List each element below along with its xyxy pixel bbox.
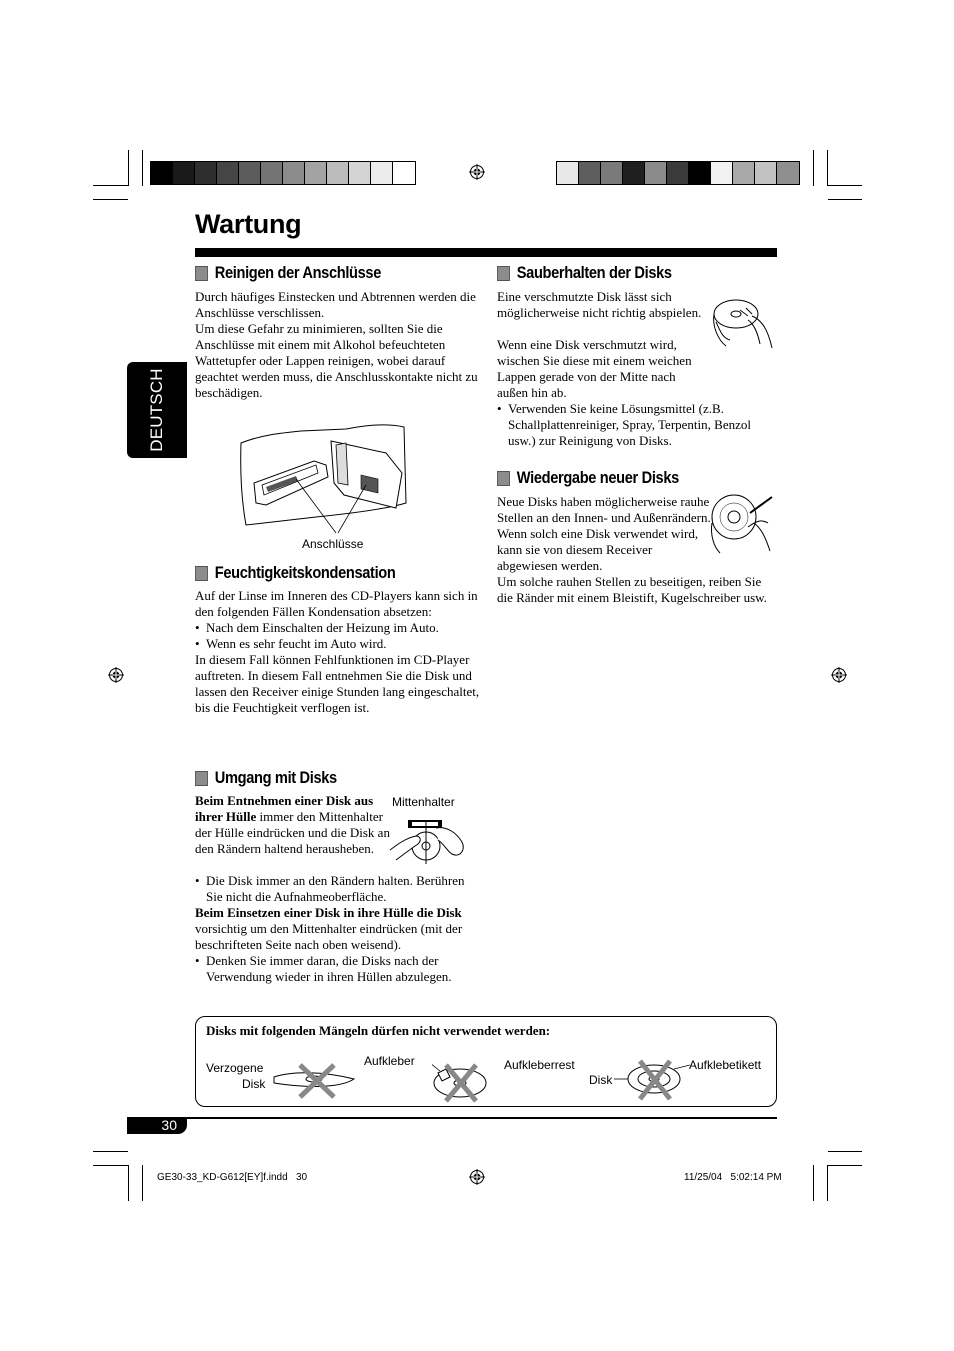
page-title: Wartung xyxy=(195,209,302,239)
color-swatch xyxy=(557,162,579,184)
crop-mark xyxy=(813,150,814,186)
connector-illustration xyxy=(236,413,411,533)
section-heading-kondensation: Feuchtigkeitskondensation xyxy=(195,563,395,583)
crop-mark xyxy=(828,185,862,186)
sauber-para2: Wenn eine Disk verschmutzt wird, wischen Sie diese mit einem weichen Lappen gerade von der Mitte nach außen hin ab. xyxy=(497,337,692,400)
crosshair-registration-icon xyxy=(108,667,124,683)
title-rule xyxy=(195,248,777,257)
color-swatch xyxy=(349,162,371,184)
section-square-icon xyxy=(195,771,208,786)
label-warped-disc-1: Verzogene xyxy=(206,1061,264,1075)
color-swatch xyxy=(239,162,261,184)
crop-mark xyxy=(813,1165,814,1201)
crop-mark xyxy=(128,1165,129,1201)
color-swatch xyxy=(283,162,305,184)
color-bar-left xyxy=(150,161,416,185)
color-swatch xyxy=(393,162,415,184)
page-number: 30 xyxy=(127,1117,187,1134)
crop-mark xyxy=(93,1151,128,1152)
cross-prohibited-icon xyxy=(446,1065,476,1101)
crop-mark xyxy=(128,150,129,186)
language-tab xyxy=(127,362,187,458)
sauber-para1: Eine verschmutzte Disk lässt sich möglicherweise nicht richtig abspielen. xyxy=(497,289,702,320)
crop-mark xyxy=(142,1165,143,1201)
figure-label-mittenhalter: Mittenhalter xyxy=(392,795,455,809)
neue-para1: Neue Disks haben möglicherweise rauhe Stellen an den Innen- und Außenrändern. Wenn solch eine Disk verwendet wird, kann sie von diesem Receiver abgewiesen werden. xyxy=(497,494,711,573)
disc-case-hand-illustration xyxy=(388,814,468,868)
color-swatch xyxy=(601,162,623,184)
crop-mark xyxy=(93,199,128,200)
color-swatch xyxy=(261,162,283,184)
label-sticker-residue: Aufkleberrest xyxy=(504,1058,575,1072)
section-heading-neue: Wiedergabe neuer Disks xyxy=(497,468,679,488)
label-sticker: Aufkleber xyxy=(364,1054,415,1068)
color-swatch xyxy=(173,162,195,184)
crosshair-registration-icon xyxy=(831,667,847,683)
color-swatch xyxy=(645,162,667,184)
section-heading-umgang: Umgang mit Disks xyxy=(195,768,337,788)
warning-box xyxy=(195,1016,777,1107)
section-heading-anschluesse: Reinigen der Anschlüsse xyxy=(195,263,381,283)
footer-rule xyxy=(127,1117,777,1119)
color-swatch xyxy=(623,162,645,184)
warning-title: Disks mit folgenden Mängeln dürfen nicht verwendet werden: xyxy=(206,1023,551,1038)
section-heading-sauber: Sauberhalten der Disks xyxy=(497,263,672,283)
list-item: • Verwenden Sie keine Lösungsmittel (z.B. Schallplattenreiniger, Spray, Terpentin, Benzol usw.) zur Reinigung von Disks. xyxy=(497,401,767,449)
umgang-lead: Beim Entnehmen einer Disk aus ihrer Hülle immer den Mittenhalter der Hülle eindrücken und die Disk an den Rändern haltend herausheben. xyxy=(195,793,390,856)
crosshair-registration-icon xyxy=(469,164,485,180)
disc-edge-pencil-illustration xyxy=(704,493,778,557)
neue-para2: Um solche rauhen Stellen zu beseitigen, reiben Sie die Ränder mit einem Bleistift, Kugelschreiber usw. xyxy=(497,574,767,605)
anschluesse-text: Durch häufiges Einstecken und Abtrennen werden die Anschlüsse verschlissen. Um diese Gefahr zu minimieren, sollten Sie die Anschlüsse mit einem mit Alkohol befeuchteten Wattetupfer oder Lappen reinigen, wobei darauf geachtet werden muss, die Anschlusskontakte nicht zu beschädigen. xyxy=(195,289,478,400)
color-bar-right xyxy=(556,161,800,185)
crop-mark xyxy=(828,199,862,200)
crop-mark xyxy=(828,1151,862,1152)
footer-file-name: GE30-33_KD-G612[EY]f.indd 30 xyxy=(157,1172,308,1183)
list-item: • Nach dem Einschalten der Heizung im Auto. xyxy=(195,620,480,636)
crop-mark xyxy=(93,1165,128,1166)
color-swatch xyxy=(217,162,239,184)
crop-mark xyxy=(142,150,143,186)
color-swatch xyxy=(755,162,777,184)
color-swatch xyxy=(733,162,755,184)
sticker-disc-icon xyxy=(432,1059,492,1103)
color-swatch xyxy=(151,162,173,184)
label-disc: Disk xyxy=(589,1073,613,1087)
color-swatch xyxy=(195,162,217,184)
crop-mark xyxy=(93,185,128,186)
crop-mark xyxy=(828,1165,862,1166)
language-tab-label: DEUTSCH xyxy=(147,368,166,452)
color-swatch xyxy=(371,162,393,184)
section-square-icon xyxy=(195,566,208,581)
color-swatch xyxy=(327,162,349,184)
umgang-lead2: Beim Einsetzen einer Disk in ihre Hülle die Disk vorsichtig um den Mittenhalter eindrücken (mit der beschrifteten Seite nach oben weisend). xyxy=(195,905,463,952)
figure-label-anschluesse: Anschlüsse xyxy=(302,537,364,551)
label-disc-label: Aufklebetikett xyxy=(689,1058,762,1072)
section-square-icon xyxy=(497,266,510,281)
color-swatch xyxy=(579,162,601,184)
label-disc-icon xyxy=(614,1057,690,1103)
kondensation-text: Auf der Linse im Inneren des CD-Players kann sich in den folgenden Fällen Kondensation absetzen: • Nach dem Einschalten der Heizung im Auto. • Wenn es sehr feucht im Auto wird. In diesem Fall können Fehlfunktionen im CD-Player auftreten. In diesem Fall entnehmen Sie die Disk und lassen den Receiver einige Stunden lang eingeschaltet, bis die Feuchtigkeit verflogen ist. xyxy=(195,588,480,716)
umgang-text xyxy=(195,873,480,985)
color-swatch xyxy=(711,162,733,184)
list-item: • Die Disk immer an den Rändern halten. Berühren Sie nicht die Aufnahmeoberfläche. xyxy=(195,873,480,905)
crosshair-registration-icon xyxy=(469,1169,485,1185)
crop-mark xyxy=(827,1165,828,1201)
crop-mark xyxy=(827,150,828,186)
cross-prohibited-icon xyxy=(300,1065,334,1097)
footer-timestamp: 11/25/04 5:02:14 PM xyxy=(684,1172,782,1183)
label-warped-disc-2: Disk xyxy=(242,1077,266,1091)
color-swatch xyxy=(689,162,711,184)
warped-disc-icon xyxy=(272,1061,358,1101)
sauber-bullet xyxy=(497,401,767,449)
section-square-icon xyxy=(195,266,208,281)
list-item: • Denken Sie immer daran, die Disks nach der Verwendung wieder in ihren Hüllen abzulegen. xyxy=(195,953,480,985)
color-swatch xyxy=(305,162,327,184)
color-swatch xyxy=(777,162,799,184)
list-item: • Wenn es sehr feucht im Auto wird. xyxy=(195,636,480,652)
disc-cleaning-illustration xyxy=(708,290,778,354)
section-square-icon xyxy=(497,471,510,486)
color-swatch xyxy=(667,162,689,184)
